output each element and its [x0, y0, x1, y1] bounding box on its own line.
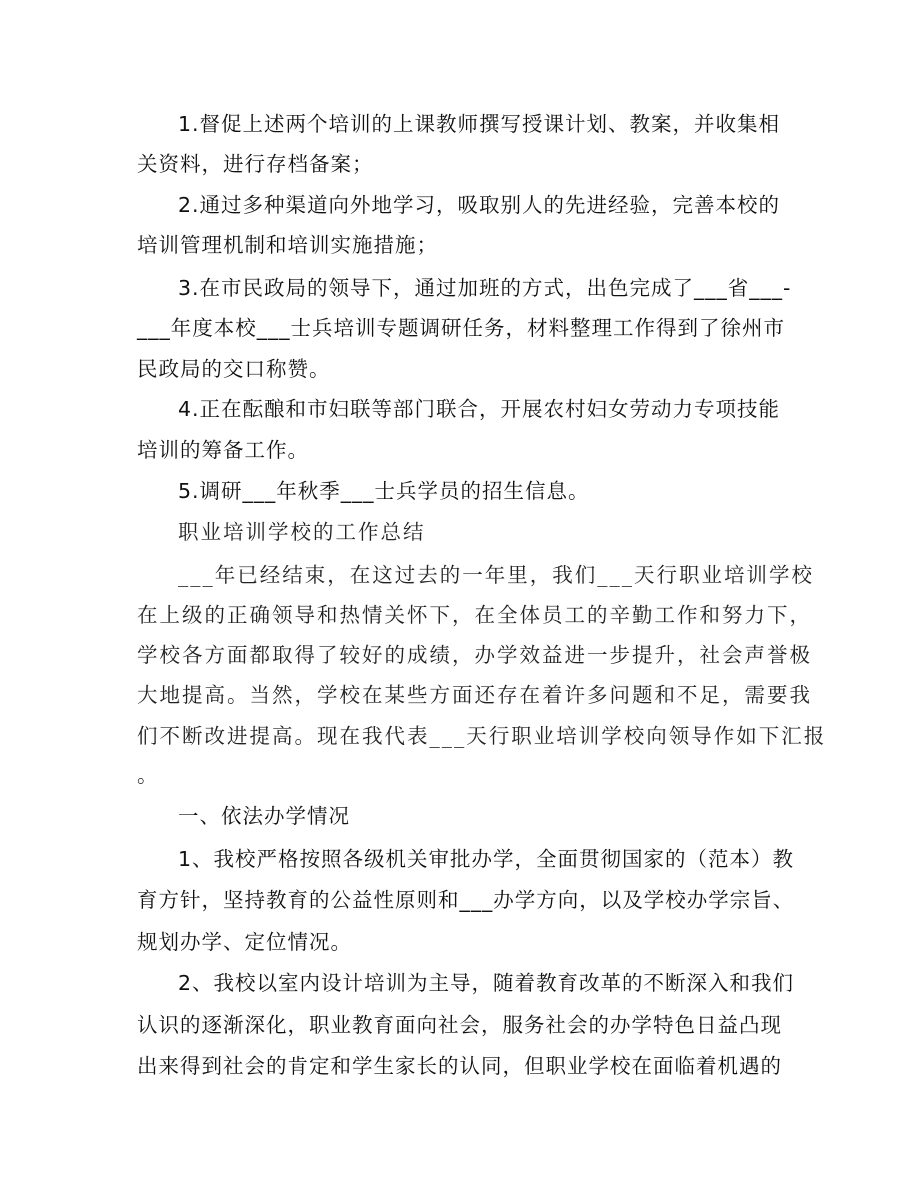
section-title: 职业培训学校的工作总结	[178, 520, 426, 544]
paragraph-line: 2、我校以室内设计培训为主导，随着教育改革的不断深入和我们	[178, 971, 795, 995]
paragraph-line: 5.调研___年秋季___士兵学员的招生信息。	[178, 479, 590, 503]
paragraph-line: 育方针，坚持教育的公益性原则和___办学方向，以及学校办学宗旨、	[137, 888, 795, 912]
paragraph-line: 。	[137, 763, 160, 787]
paragraph-line: 们不断改进提高。现在我代表___天行职业培训学校向领导作如下汇报	[137, 724, 827, 748]
paragraph-line: 规划办学、定位情况。	[137, 930, 352, 954]
paragraph-line: 在上级的正确领导和热情关怀下，在全体员工的辛勤工作和努力下，	[137, 603, 812, 627]
paragraph-line: 1.督促上述两个培训的上课教师撰写授课计划、教案，并收集相	[178, 112, 781, 136]
paragraph-line: 关资料，进行存档备案；	[137, 152, 374, 176]
paragraph-line: 学校各方面都取得了较好的成绩，办学效益进一步提升，社会声誉极	[137, 643, 812, 667]
paragraph-line: 大地提高。当然，学校在某些方面还存在着许多问题和不足，需要我	[137, 683, 812, 707]
paragraph-line: 认识的逐渐深化，职业教育面向社会，服务社会的办学特色日益凸现	[137, 1013, 782, 1037]
paragraph-line: 民政局的交口称赞。	[137, 357, 331, 381]
paragraph-line: 培训管理机制和培训实施措施；	[137, 233, 438, 257]
subsection-title: 一、依法办学情况	[178, 804, 350, 828]
paragraph-line: 3.在市民政局的领导下，通过加班的方式，出色完成了___省___-	[178, 276, 792, 300]
paragraph-line: 1、我校严格按照各级机关审批办学，全面贯彻国家的（范本）教	[178, 847, 795, 871]
paragraph-line: 2.通过多种渠道向外地学习，吸取别人的先进经验，完善本校的	[178, 193, 781, 217]
paragraph-line: 出来得到社会的肯定和学生家长的认同，但职业学校在面临着机遇的	[137, 1054, 782, 1078]
paragraph-line: 培训的筹备工作。	[137, 438, 309, 462]
paragraph-line: 4.正在酝酿和市妇联等部门联合，开展农村妇女劳动力专项技能	[178, 397, 781, 421]
paragraph-line: ___年已经结束，在这过去的一年里，我们___天行职业培训学校	[178, 563, 814, 587]
paragraph-line: ___年度本校___士兵培训专题调研任务，材料整理工作得到了徐州市	[137, 316, 785, 340]
